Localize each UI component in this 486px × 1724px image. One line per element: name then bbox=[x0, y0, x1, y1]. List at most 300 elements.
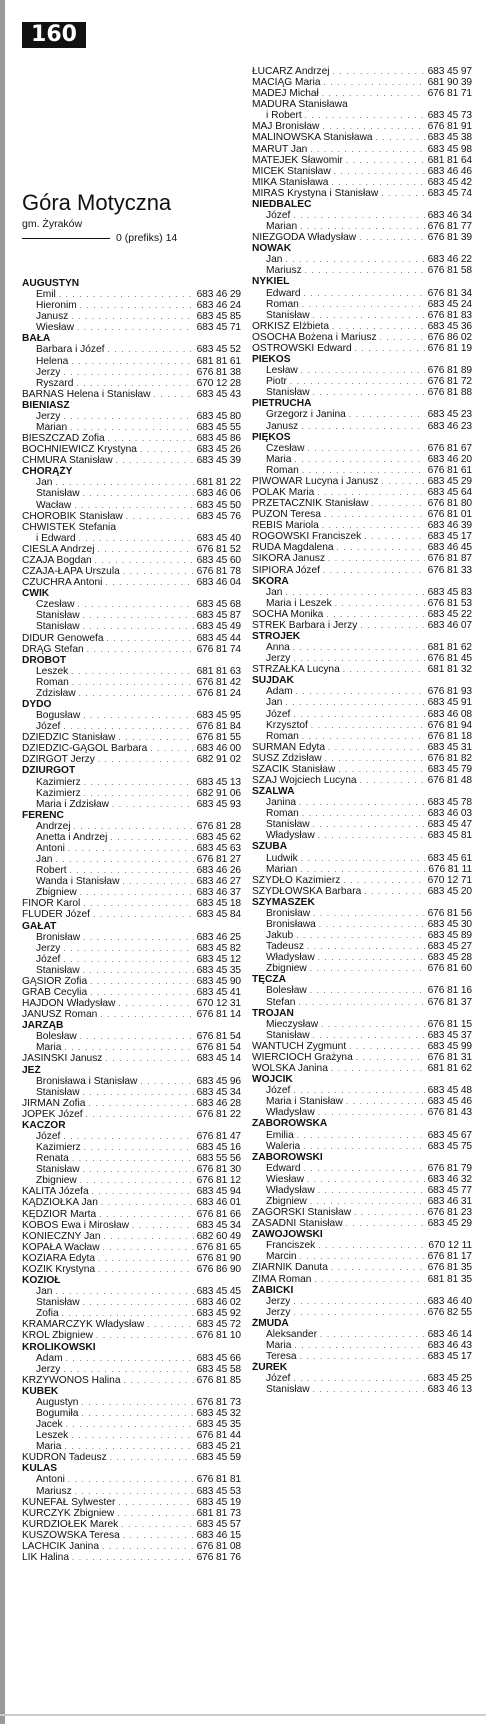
listing-row bbox=[22, 1197, 241, 1208]
phone-number: 681 81 61 bbox=[196, 355, 241, 367]
listing-row bbox=[22, 1353, 241, 1364]
phone-number: 683 45 63 bbox=[196, 842, 241, 854]
listing-row bbox=[22, 522, 241, 533]
dot-leader bbox=[314, 1274, 424, 1285]
listing-row bbox=[252, 188, 472, 199]
surname-heading bbox=[252, 631, 472, 642]
given-name: Maria i Stanisław bbox=[266, 1096, 343, 1108]
subscriber-name: KĄDZIOŁKA Jan bbox=[22, 1197, 98, 1209]
dot-leader bbox=[294, 454, 424, 465]
subscriber-name: JASIŃSKI Janusz bbox=[22, 1053, 103, 1065]
dot-leader bbox=[84, 788, 194, 799]
listing-row bbox=[252, 88, 472, 99]
phone-number: 683 46 32 bbox=[427, 1173, 472, 1185]
phone-number: 676 81 82 bbox=[427, 752, 472, 764]
given-name: Waleria bbox=[266, 1140, 301, 1152]
listing-row bbox=[22, 555, 241, 566]
dot-leader bbox=[96, 1330, 194, 1341]
dot-leader bbox=[349, 1041, 424, 1052]
given-name: Leszek bbox=[36, 665, 69, 677]
subscriber-name: KACZOR bbox=[22, 1119, 66, 1131]
dot-leader bbox=[328, 742, 425, 753]
phone-number: 683 45 67 bbox=[427, 1129, 472, 1141]
listing-row bbox=[22, 1131, 241, 1142]
given-name: Maria bbox=[266, 453, 292, 465]
dot-leader bbox=[105, 577, 193, 588]
phone-number: 676 81 52 bbox=[196, 543, 241, 555]
dot-leader bbox=[132, 1220, 194, 1231]
dot-leader bbox=[98, 754, 194, 765]
listing-row bbox=[252, 764, 472, 775]
phone-number: 676 81 15 bbox=[427, 1018, 472, 1030]
listing-row bbox=[252, 99, 472, 110]
subscriber-name: DYDO bbox=[22, 698, 52, 710]
listing-row bbox=[22, 876, 241, 887]
listing-row bbox=[22, 1308, 241, 1319]
dot-leader bbox=[376, 132, 425, 143]
listing-row bbox=[252, 753, 472, 764]
dot-leader bbox=[103, 1242, 194, 1253]
dot-leader bbox=[300, 1351, 425, 1362]
listing-row bbox=[22, 1164, 241, 1175]
listing-row bbox=[22, 1530, 241, 1541]
dot-leader bbox=[364, 886, 424, 897]
phone-number: 670 12 11 bbox=[428, 1240, 472, 1252]
listing-row bbox=[252, 731, 472, 742]
dot-leader bbox=[71, 356, 193, 367]
listing-row bbox=[22, 943, 241, 954]
subscriber-name: ZABOROWSKA bbox=[252, 1118, 328, 1130]
listing-row bbox=[252, 531, 472, 542]
subscriber-name: MADEJ Michał bbox=[252, 88, 319, 100]
listing-row bbox=[22, 1297, 241, 1308]
dot-leader bbox=[83, 610, 194, 621]
phone-number: 676 81 28 bbox=[196, 820, 241, 832]
phone-number: 683 46 46 bbox=[427, 165, 472, 177]
listing-row bbox=[22, 1053, 241, 1064]
dot-leader bbox=[310, 1196, 425, 1207]
dot-leader bbox=[298, 997, 424, 1008]
subscriber-name: PUZON Teresa bbox=[252, 509, 321, 521]
dot-leader bbox=[301, 365, 425, 376]
subscriber-name: ZIARNIK Danuta bbox=[252, 1262, 328, 1274]
dot-leader bbox=[318, 1107, 425, 1118]
phone-number: 683 45 95 bbox=[196, 710, 241, 722]
subscriber-name: DROBOT bbox=[22, 654, 67, 666]
phone-number: 683 45 49 bbox=[196, 621, 241, 633]
listing-row bbox=[22, 533, 241, 544]
dot-leader bbox=[319, 919, 425, 930]
phone-number: 683 45 30 bbox=[427, 919, 472, 931]
listing-row bbox=[252, 509, 472, 520]
dot-leader bbox=[285, 254, 424, 265]
surname-heading bbox=[252, 1285, 472, 1296]
dot-leader bbox=[63, 367, 193, 378]
dot-leader bbox=[322, 520, 425, 531]
listing-row bbox=[22, 1098, 241, 1109]
listing-row bbox=[22, 1253, 241, 1264]
given-name: Stanisław bbox=[36, 621, 80, 633]
given-name: Marian bbox=[36, 422, 68, 434]
phone-number: 676 81 17 bbox=[427, 1251, 472, 1263]
listing-row bbox=[252, 121, 472, 132]
dot-leader bbox=[100, 1009, 193, 1020]
dot-leader bbox=[150, 743, 193, 754]
given-name: Stanisław bbox=[266, 1029, 310, 1041]
given-name: Jan bbox=[266, 586, 283, 598]
dot-leader bbox=[360, 775, 425, 786]
bottom-rule bbox=[0, 1714, 486, 1716]
listing-row bbox=[252, 476, 472, 487]
listing-row bbox=[252, 110, 472, 121]
dot-leader bbox=[105, 1053, 193, 1064]
given-name: Emilia bbox=[266, 1129, 294, 1141]
given-name: Aleksander bbox=[266, 1328, 317, 1340]
dot-leader bbox=[63, 1131, 193, 1142]
phone-number: 683 46 23 bbox=[427, 420, 472, 432]
given-name: Józef bbox=[266, 1373, 291, 1385]
phone-number: 683 45 20 bbox=[427, 885, 472, 897]
subscriber-name: PIEKOŚ bbox=[252, 354, 291, 366]
phone-number: 683 46 22 bbox=[427, 254, 472, 266]
phone-number: 676 81 94 bbox=[427, 719, 472, 731]
phone-number: 683 45 16 bbox=[196, 1142, 241, 1154]
listing-row bbox=[22, 887, 241, 898]
given-name: Bolesław bbox=[266, 985, 307, 997]
listing-row bbox=[252, 1019, 472, 1030]
phone-number: 683 46 07 bbox=[427, 619, 472, 631]
phone-number: 683 45 78 bbox=[427, 797, 472, 809]
surname-heading bbox=[22, 1065, 241, 1076]
subscriber-name: KUBEK bbox=[22, 1385, 59, 1397]
phone-number: 683 45 17 bbox=[427, 1351, 472, 1363]
directory-column-right bbox=[252, 66, 472, 1395]
dot-leader bbox=[346, 155, 425, 166]
phone-number: 683 45 31 bbox=[427, 741, 472, 753]
listing-row bbox=[252, 1340, 472, 1351]
given-name: Stefan bbox=[266, 996, 296, 1008]
phone-number: 683 46 40 bbox=[427, 1295, 472, 1307]
phone-number: 676 81 23 bbox=[427, 1207, 472, 1219]
listing-row bbox=[22, 1375, 241, 1386]
dot-leader bbox=[302, 299, 425, 310]
subscriber-name: KURCZYK Zbigniew bbox=[22, 1507, 115, 1519]
listing-row bbox=[22, 721, 241, 732]
phone-number: 683 45 48 bbox=[427, 1085, 472, 1097]
dot-leader bbox=[313, 387, 425, 398]
given-name: Janusz bbox=[266, 420, 299, 432]
listing-row bbox=[252, 254, 472, 265]
listing-row bbox=[22, 976, 241, 987]
phone-number: 681 81 32 bbox=[427, 664, 472, 676]
phone-number: 676 81 08 bbox=[196, 1540, 241, 1552]
listing-row bbox=[252, 177, 472, 188]
phone-number: 683 45 28 bbox=[427, 952, 472, 964]
dot-leader bbox=[310, 963, 425, 974]
phone-number: 683 45 12 bbox=[196, 953, 241, 965]
phone-number: 683 45 14 bbox=[196, 1053, 241, 1065]
given-name: Władysław bbox=[266, 830, 315, 842]
dot-leader bbox=[87, 644, 194, 655]
surname-heading bbox=[252, 1152, 472, 1163]
dot-leader bbox=[118, 732, 193, 743]
surname-heading bbox=[22, 765, 241, 776]
listing-row bbox=[252, 387, 472, 398]
phone-number: 683 46 02 bbox=[196, 1297, 241, 1309]
dot-leader bbox=[343, 664, 425, 675]
dot-leader bbox=[328, 553, 425, 564]
phone-number: 683 45 27 bbox=[427, 941, 472, 953]
subscriber-name: SIKORA Janusz bbox=[252, 553, 326, 565]
phone-number: 676 81 12 bbox=[196, 1175, 241, 1187]
phone-number: 676 81 93 bbox=[427, 686, 472, 698]
dot-leader bbox=[322, 88, 425, 99]
listing-row bbox=[252, 997, 472, 1008]
given-name: Józef bbox=[36, 721, 61, 733]
dot-leader bbox=[325, 753, 425, 764]
given-name: Józef bbox=[36, 1131, 61, 1143]
listing-row bbox=[252, 1196, 472, 1207]
phone-number: 683 45 66 bbox=[196, 1352, 241, 1364]
prefix-rule bbox=[22, 238, 110, 239]
phone-number: 676 81 67 bbox=[427, 442, 472, 454]
listing-row bbox=[252, 343, 472, 354]
phone-number: 683 45 29 bbox=[427, 1218, 472, 1230]
subscriber-name: STROJEK bbox=[252, 630, 301, 642]
listing-row bbox=[252, 77, 472, 88]
listing-row bbox=[252, 542, 472, 553]
phone-number: 683 45 93 bbox=[196, 798, 241, 810]
listing-row bbox=[252, 1174, 472, 1185]
surname-heading bbox=[252, 576, 472, 587]
given-name: Stanisław bbox=[36, 1297, 80, 1309]
phone-number: 676 81 74 bbox=[196, 643, 241, 655]
listing-row bbox=[252, 985, 472, 996]
phone-number: 676 81 42 bbox=[196, 676, 241, 688]
subscriber-name: MATEJEK Sławomir bbox=[252, 154, 343, 166]
dot-leader bbox=[74, 821, 194, 832]
dot-leader bbox=[123, 1530, 194, 1541]
listing-row bbox=[252, 332, 472, 343]
phone-number: 683 45 71 bbox=[196, 322, 241, 334]
listing-row bbox=[252, 720, 472, 731]
listing-row bbox=[22, 1231, 241, 1242]
page-number: 160 bbox=[22, 22, 86, 48]
phone-number: 683 46 39 bbox=[427, 520, 472, 532]
dot-leader bbox=[313, 908, 424, 919]
phone-number: 683 45 77 bbox=[427, 1184, 472, 1196]
dot-leader bbox=[71, 666, 193, 677]
dot-leader bbox=[285, 697, 424, 708]
dot-leader bbox=[293, 642, 425, 653]
dot-leader bbox=[313, 310, 425, 321]
subscriber-name: KURDZIOŁEK Marek bbox=[22, 1518, 119, 1530]
listing-row bbox=[252, 520, 472, 531]
dot-leader bbox=[346, 1218, 425, 1229]
subscriber-name: ZABOROWSKI bbox=[252, 1151, 323, 1163]
dot-leader bbox=[318, 952, 425, 963]
listing-row bbox=[22, 909, 241, 920]
dot-leader bbox=[81, 1408, 193, 1419]
phone-number: 676 81 38 bbox=[196, 366, 241, 378]
given-name: Stanisław bbox=[36, 610, 80, 622]
listing-row bbox=[252, 1030, 472, 1041]
given-name: Roman bbox=[36, 676, 69, 688]
subscriber-name: SURMAN Edyta bbox=[252, 741, 326, 753]
phone-number: 676 81 24 bbox=[196, 687, 241, 699]
given-name: Jerzy bbox=[266, 653, 291, 665]
surname-heading bbox=[252, 974, 472, 985]
listing-row bbox=[252, 775, 472, 786]
phone-number: 676 81 83 bbox=[427, 309, 472, 321]
subscriber-name: KRAMARCZYK Władysław bbox=[22, 1319, 145, 1331]
listing-row bbox=[252, 1218, 472, 1229]
dot-leader bbox=[140, 1076, 193, 1087]
phone-number: 676 81 76 bbox=[196, 1551, 241, 1563]
given-name: Bronisława i Stanisław bbox=[36, 1075, 138, 1087]
given-name: Zbigniew bbox=[36, 887, 77, 899]
given-name: Maria bbox=[266, 1339, 292, 1351]
given-name: Helena bbox=[36, 355, 69, 367]
given-name: Edward bbox=[266, 1162, 301, 1174]
listing-row bbox=[22, 644, 241, 655]
subscriber-name: SZALWA bbox=[252, 786, 295, 798]
listing-row bbox=[22, 577, 241, 588]
listing-row bbox=[22, 511, 241, 522]
phone-number: 683 45 17 bbox=[427, 531, 472, 543]
dot-leader bbox=[296, 686, 425, 697]
given-name: Roman bbox=[266, 298, 299, 310]
dot-leader bbox=[337, 542, 425, 553]
dot-leader bbox=[64, 1441, 193, 1452]
dot-leader bbox=[332, 321, 425, 332]
dot-leader bbox=[108, 344, 194, 355]
dot-leader bbox=[304, 288, 425, 299]
phone-number: 683 45 72 bbox=[196, 1319, 241, 1331]
dot-leader bbox=[360, 620, 424, 631]
phone-number: 683 45 45 bbox=[196, 1286, 241, 1298]
dot-leader bbox=[80, 887, 194, 898]
phone-number: 683 46 37 bbox=[196, 887, 241, 899]
dot-leader bbox=[98, 544, 194, 555]
subscriber-name: PIETRUCHA bbox=[252, 398, 312, 410]
surname-heading bbox=[252, 675, 472, 686]
subscriber-name: JARZĄB bbox=[22, 1020, 64, 1032]
listing-row bbox=[252, 487, 472, 498]
subscriber-name: GĄSIOR Zofia bbox=[22, 975, 88, 987]
dot-leader bbox=[335, 598, 425, 609]
given-name: Jerzy bbox=[36, 410, 61, 422]
phone-number: 683 45 86 bbox=[196, 433, 241, 445]
subscriber-name: WOLSKA Janina bbox=[252, 1063, 328, 1075]
subscriber-name: CHORĄŻY bbox=[22, 466, 73, 478]
dot-leader bbox=[322, 121, 424, 132]
surname-heading bbox=[252, 841, 472, 852]
phone-number: 683 45 13 bbox=[196, 776, 241, 788]
dot-leader bbox=[302, 808, 425, 819]
phone-number: 676 81 54 bbox=[196, 1042, 241, 1054]
given-name: Czesław bbox=[266, 442, 305, 454]
listing-row bbox=[252, 365, 472, 376]
phone-number: 683 45 81 bbox=[427, 830, 472, 842]
dot-leader bbox=[301, 853, 425, 864]
surname-heading bbox=[252, 354, 472, 365]
subscriber-name: CHMURA Stanisław bbox=[22, 455, 113, 467]
listing-row bbox=[22, 1109, 241, 1120]
given-name: Zdzisław bbox=[36, 687, 76, 699]
listing-row bbox=[252, 830, 472, 841]
listing-row bbox=[252, 952, 472, 963]
phone-number: 683 45 40 bbox=[196, 532, 241, 544]
phone-number: 683 46 20 bbox=[427, 453, 472, 465]
given-name: Wiesław bbox=[36, 322, 74, 334]
surname-heading bbox=[252, 1118, 472, 1129]
phone-number: 676 81 55 bbox=[196, 732, 241, 744]
given-name: Janina bbox=[266, 797, 297, 809]
listing-row bbox=[22, 688, 241, 699]
phone-number: 683 45 87 bbox=[196, 610, 241, 622]
phone-number: 676 81 27 bbox=[196, 854, 241, 866]
dot-leader bbox=[83, 932, 193, 943]
dot-leader bbox=[317, 487, 424, 498]
listing-row bbox=[252, 132, 472, 143]
given-name: Krzysztof bbox=[266, 719, 308, 731]
dot-leader bbox=[293, 653, 424, 664]
phone-number: 683 45 99 bbox=[427, 1040, 472, 1052]
listing-row bbox=[22, 344, 241, 355]
listing-row bbox=[252, 1262, 472, 1273]
dot-leader bbox=[63, 954, 193, 965]
dot-leader bbox=[324, 77, 425, 88]
given-name: Bogusław bbox=[36, 710, 81, 722]
dot-leader bbox=[310, 985, 425, 996]
listing-row bbox=[252, 1251, 472, 1262]
dot-leader bbox=[300, 221, 424, 232]
phone-number: 681 81 73 bbox=[196, 1507, 241, 1519]
given-name: Stanisław bbox=[266, 387, 310, 399]
given-name: Jerzy bbox=[266, 1295, 291, 1307]
dot-leader bbox=[121, 1519, 193, 1530]
phone-number: 683 45 26 bbox=[196, 444, 241, 456]
dot-leader bbox=[356, 1052, 425, 1063]
dot-leader bbox=[303, 1141, 424, 1152]
surname-heading bbox=[22, 699, 241, 710]
phone-number: 676 81 91 bbox=[427, 121, 472, 133]
subscriber-name: NIEZGODA Władysław bbox=[252, 232, 357, 244]
listing-row bbox=[252, 1163, 472, 1174]
given-name: Stanisław bbox=[266, 309, 310, 321]
phone-number: 683 45 29 bbox=[427, 475, 472, 487]
listing-row bbox=[252, 908, 472, 919]
dot-leader bbox=[331, 177, 424, 188]
dot-leader bbox=[83, 1087, 194, 1098]
dot-leader bbox=[381, 476, 424, 487]
surname-heading bbox=[252, 398, 472, 409]
listing-row bbox=[252, 1274, 472, 1285]
phone-number: 683 45 19 bbox=[196, 1496, 241, 1508]
dot-leader bbox=[320, 1329, 425, 1340]
listing-row bbox=[22, 378, 241, 389]
phone-number: 683 46 03 bbox=[427, 808, 472, 820]
subscriber-name: SZUBA bbox=[252, 841, 288, 853]
phone-number: 676 82 55 bbox=[427, 1306, 472, 1318]
phone-number: 676 81 54 bbox=[196, 1031, 241, 1043]
listing-row bbox=[252, 1329, 472, 1340]
gmina-label: gm. Żyraków bbox=[22, 218, 83, 230]
phone-number: 683 46 06 bbox=[196, 488, 241, 500]
dot-leader bbox=[101, 1197, 194, 1208]
phone-number: 683 45 55 bbox=[196, 422, 241, 434]
